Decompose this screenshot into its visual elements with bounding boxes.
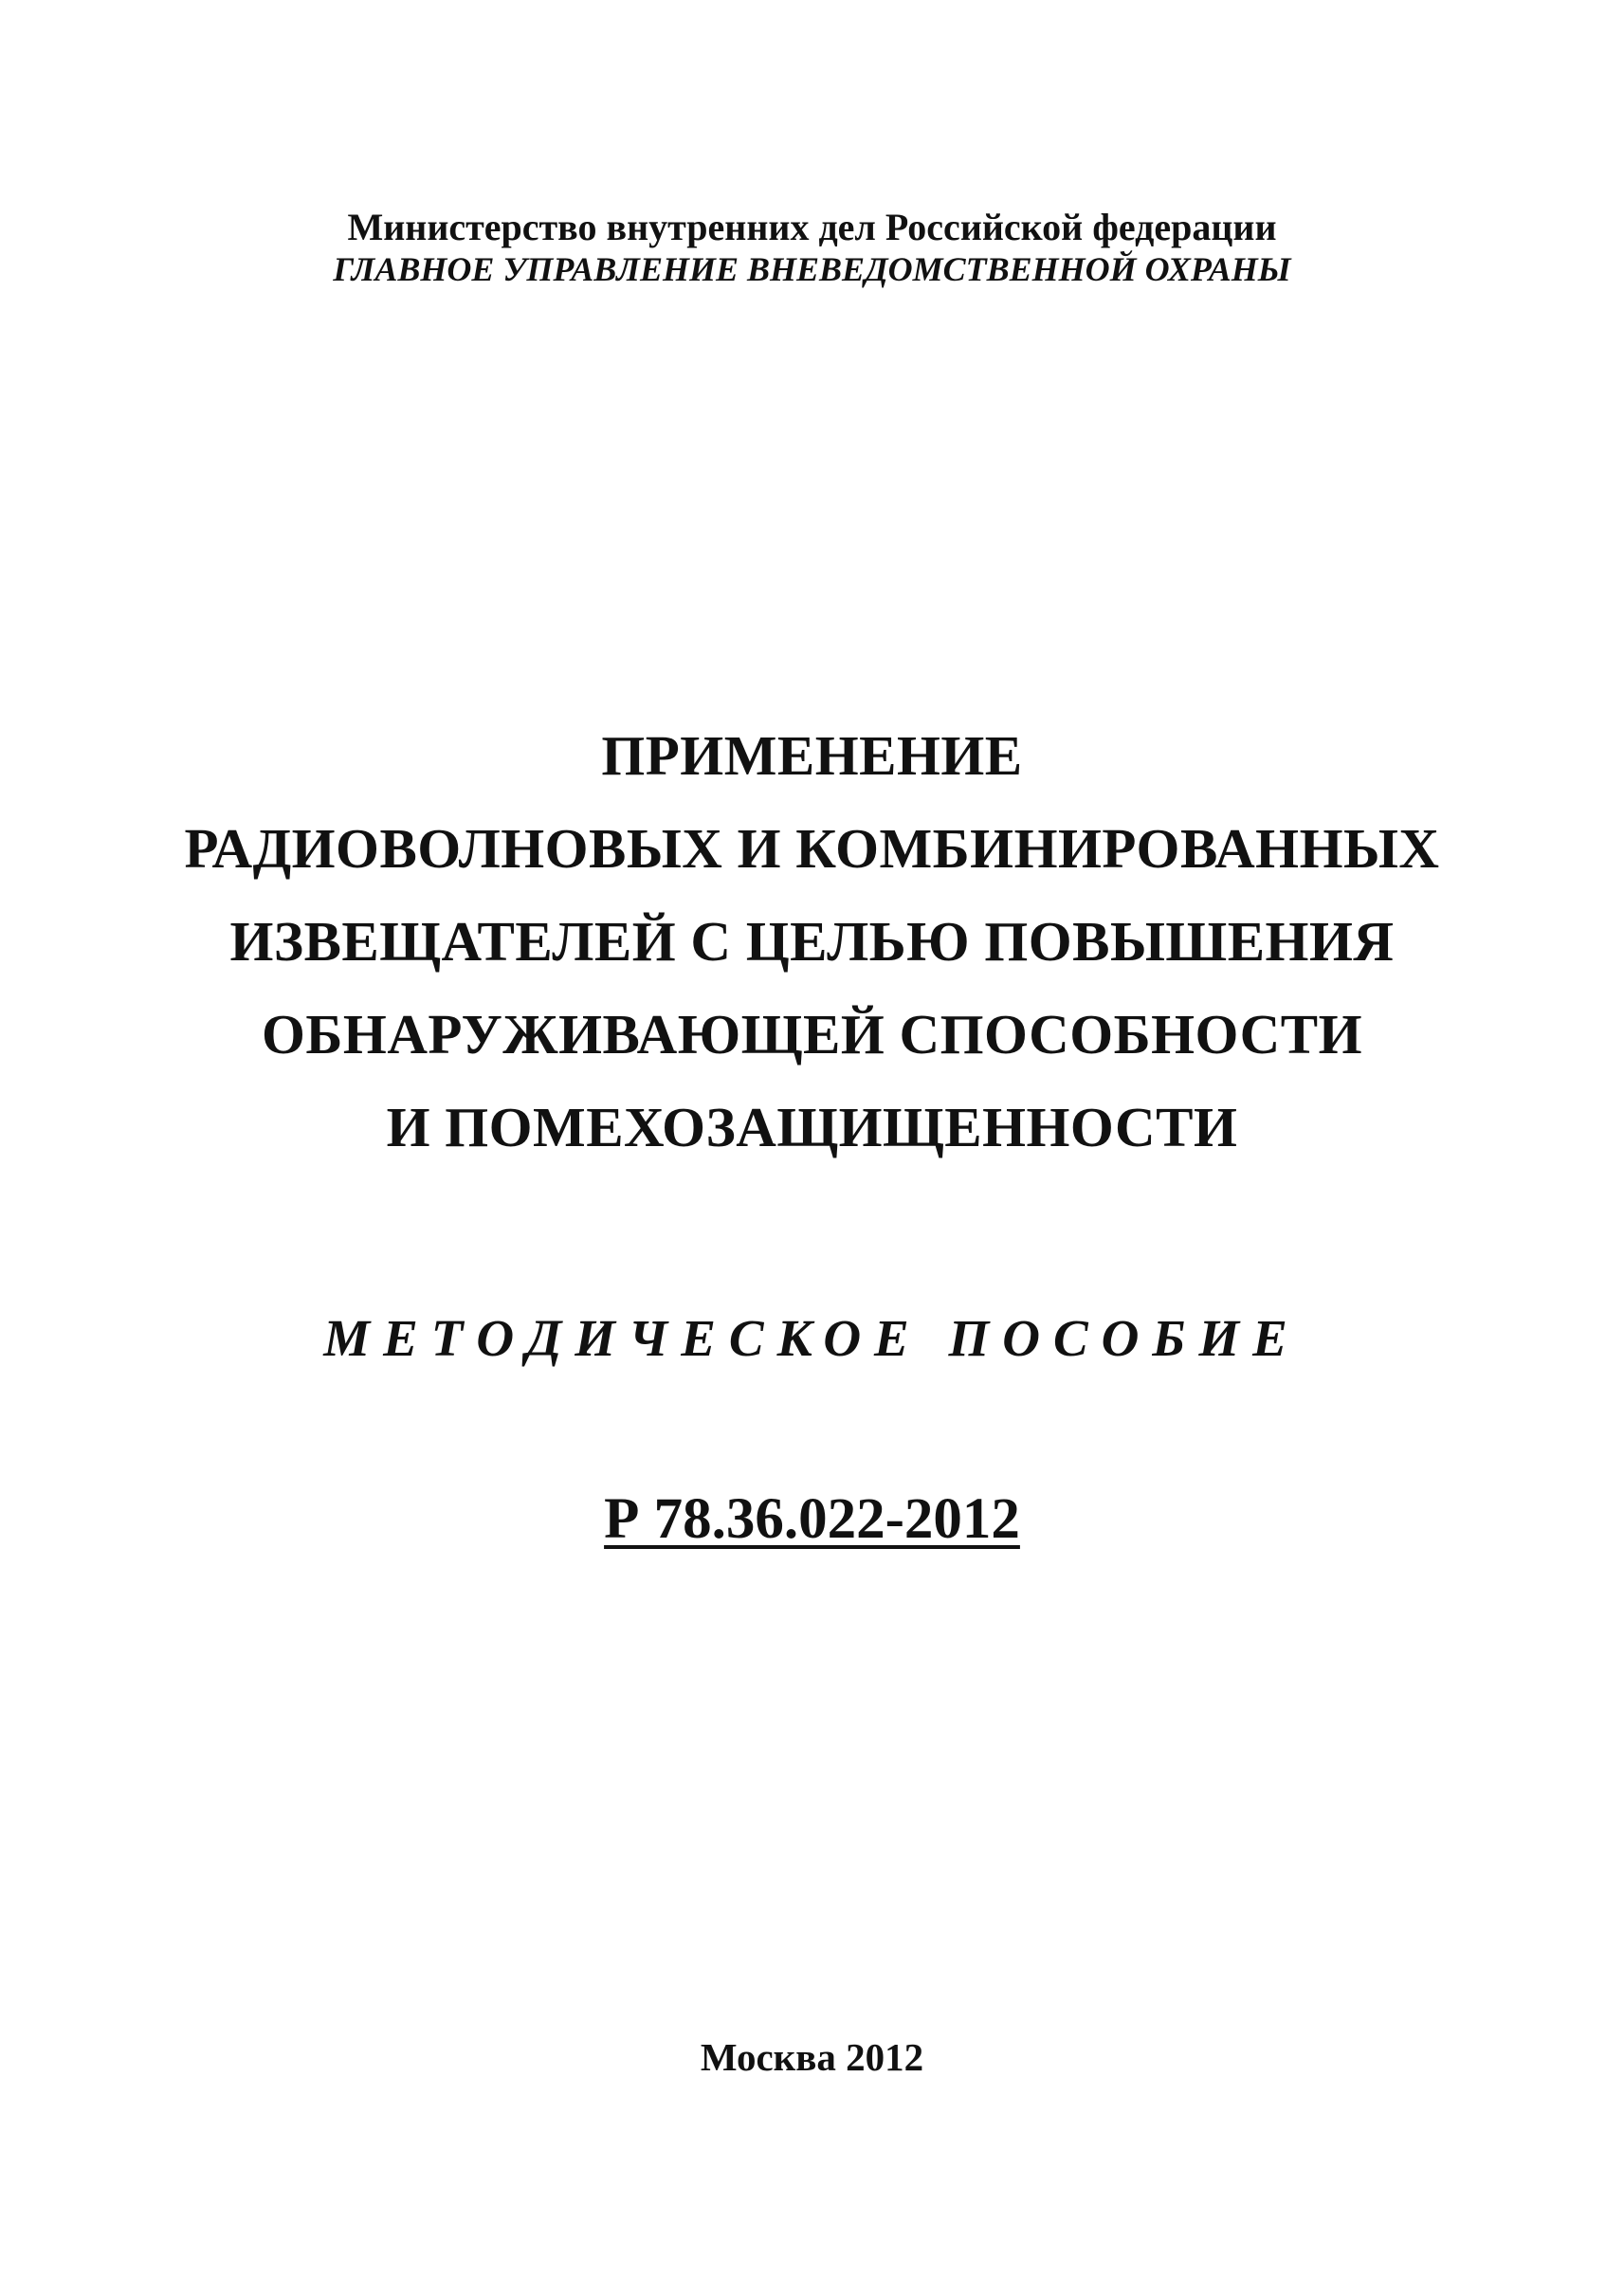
document-title (0, 709, 1624, 1174)
document-type: МЕТОДИЧЕСКОЕ ПОСОБИЕ (323, 1309, 1301, 1367)
ministry-name: Министерство внутренних дел Российской федерации (347, 206, 1277, 248)
department-name: ГЛАВНОЕ УПРАВЛЕНИЕ ВНЕВЕДОМСТВЕННОЙ ОХРАНЫ (333, 250, 1291, 288)
title-line-3: ИЗВЕЩАТЕЛЕЙ С ЦЕЛЬЮ ПОВЫШЕНИЯ (229, 910, 1395, 973)
place-and-year: Москва 2012 (700, 2035, 924, 2079)
title-line-5: И ПОМЕХОЗАЩИЩЕННОСТИ (386, 1096, 1238, 1158)
document-code: Р 78.36.022-2012 (604, 1487, 1020, 1551)
document-code-wrapper (0, 1487, 1624, 1551)
title-line-2: РАДИОВОЛНОВЫХ И КОМБИНИРОВАННЫХ (184, 817, 1440, 880)
title-line-1: ПРИМЕНЕНИЕ (601, 724, 1023, 787)
title-line-4: ОБНАРУЖИВАЮЩЕЙ СПОСОБНОСТИ (262, 1003, 1362, 1066)
